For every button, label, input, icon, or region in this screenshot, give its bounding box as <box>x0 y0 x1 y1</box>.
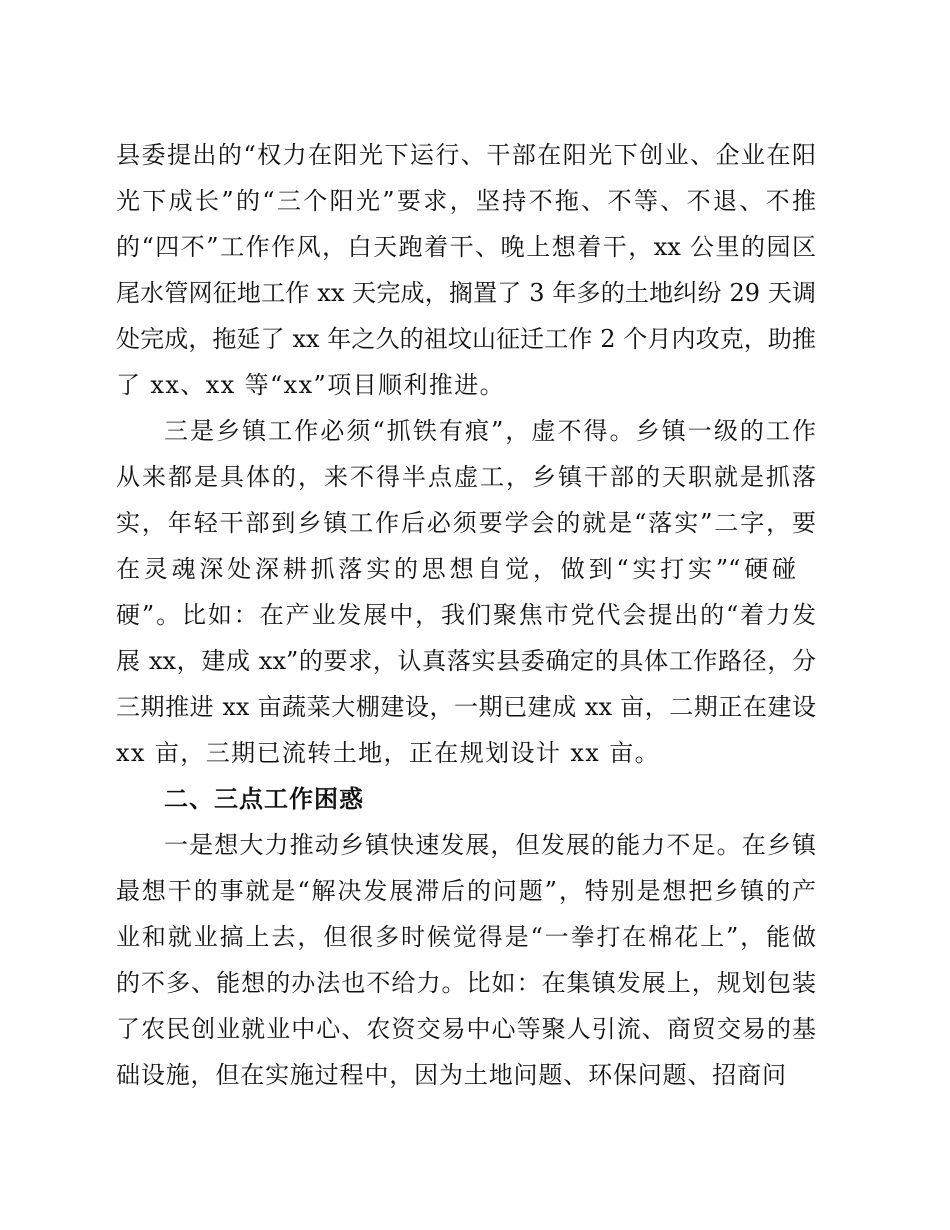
text-line: 光下成长”的“三个阳光”要求，坚持不拖、不等、不退、不推 <box>116 187 816 215</box>
text-line: 展 xx，建成 xx”的要求，认真落实县委确定的具体工作路径，分 <box>116 647 816 675</box>
paragraph-first-line: 三是乡镇工作必须“抓铁有痕”，虚不得。乡镇一级的工作 <box>164 417 816 445</box>
text-line-last: 了 xx、xx 等“xx”项目顺利推进。 <box>116 371 506 399</box>
text-line: 最想干的事就是“解决发展滞后的问题”，特别是想把乡镇的产 <box>116 877 816 905</box>
paragraph-first-line: 一是想大力推动乡镇快速发展，但发展的能力不足。在乡镇 <box>164 831 816 859</box>
text-line: 硬”。比如：在产业发展中，我们聚焦市党代会提出的“着力发 <box>116 601 816 629</box>
section-heading: 二、三点工作困惑 <box>164 785 364 813</box>
text-line: 的不多、能想的办法也不给力。比如：在集镇发展上，规划包装 <box>116 969 816 997</box>
text-line: 三期推进 xx 亩蔬菜大棚建设，一期已建成 xx 亩，二期正在建设 <box>116 693 816 721</box>
text-line: 的“四不”工作作风，白天跑着干、晚上想着干，xx 公里的园区 <box>116 233 816 261</box>
text-line: 处完成，拖延了 xx 年之久的祖坟山征迁工作 2 个月内攻克，助推 <box>116 325 816 353</box>
text-line: 从来都是具体的，来不得半点虚工，乡镇干部的天职就是抓落 <box>116 463 816 491</box>
text-line: 县委提出的“权力在阳光下运行、干部在阳光下创业、企业在阳 <box>116 141 816 169</box>
text-line: 了农民创业就业中心、农资交易中心等聚人引流、商贸交易的基 <box>116 1015 816 1043</box>
text-line: 尾水管网征地工作 xx 天完成，搁置了 3 年多的土地纠纷 29 天调 <box>116 279 816 307</box>
text-line: 业和就业搞上去，但很多时候觉得是“一拳打在棉花上”，能做 <box>116 923 816 951</box>
text-line-last: xx 亩，三期已流转土地，正在规划设计 xx 亩。 <box>116 739 661 767</box>
text-line: 础设施，但在实施过程中，因为土地问题、环保问题、招商问 <box>116 1061 786 1089</box>
text-line: 在灵魂深处深耕抓落实的思想自觉，做到“实打实”“硬碰 <box>116 555 796 583</box>
text-line: 实，年轻干部到乡镇工作后必须要学会的就是“落实”二字，要 <box>116 509 816 537</box>
